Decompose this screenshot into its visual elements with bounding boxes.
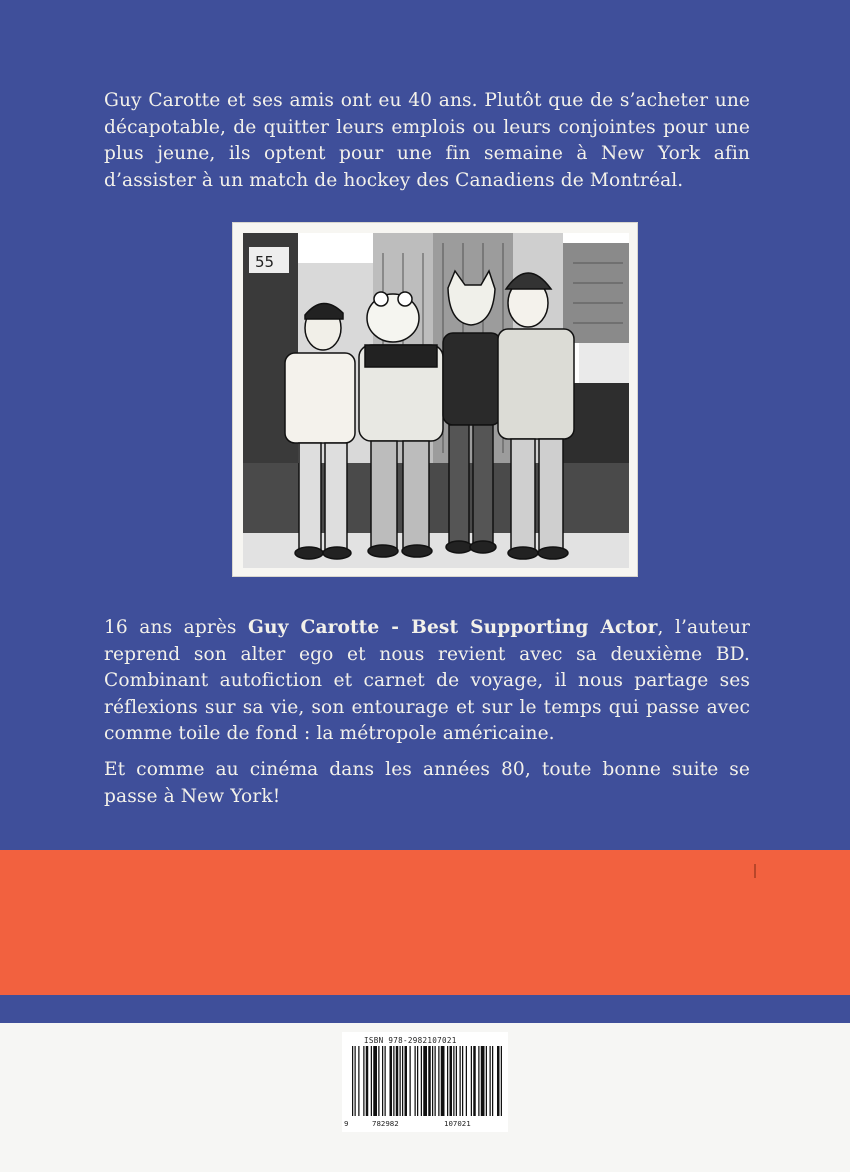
barcode-bar	[410, 1046, 411, 1116]
barcode-bar	[396, 1046, 399, 1116]
barcode-bar	[501, 1046, 502, 1116]
barcode-bars	[342, 1046, 508, 1120]
barcode-bar	[417, 1046, 418, 1116]
illustration-frame	[232, 222, 638, 577]
barcode-bar	[441, 1046, 445, 1116]
barcode-bar	[438, 1046, 439, 1116]
barcode-bar	[466, 1046, 467, 1116]
barcode-bar	[460, 1046, 461, 1116]
barcode-bar	[462, 1046, 463, 1116]
barcode-digits-right: 107021	[444, 1119, 471, 1128]
barcode-bar	[352, 1046, 353, 1116]
barcode-bar	[497, 1046, 500, 1116]
description-body: , l’auteur reprend son alter ego et nous revient avec sa deuxième BD. Combinant autofiction et carnet de voyage, il nous partage ses réflexions sur sa vie, son entourage et sur le temps qui passe avec comme toile de fond : la métropole américaine.	[104, 617, 751, 745]
isbn-barcode	[342, 1032, 508, 1132]
friends-street-illustration	[243, 233, 629, 568]
barcode-bar	[363, 1046, 364, 1116]
barcode-bar	[385, 1046, 386, 1116]
description-paragraph	[104, 615, 750, 748]
barcode-digit-lead: 9	[344, 1119, 349, 1128]
barcode-bar	[393, 1046, 394, 1116]
barcode-bar	[373, 1046, 377, 1116]
barcode-bar	[358, 1046, 359, 1116]
barcode-bar	[371, 1046, 372, 1116]
barcode-bar	[478, 1046, 479, 1116]
barcode-bar	[456, 1046, 457, 1116]
barcode-bar	[453, 1046, 454, 1116]
intro-paragraph: Guy Carotte et ses amis ont eu 40 ans. Plutôt que de s’acheter une décapotable, de quitter leurs emplois ou leurs conjointes pour une plus jeune, ils optent pour une fin semaine à New York afin d’assister à un match de hockey des Canadiens de Montréal.	[104, 90, 750, 191]
blue-strip	[0, 995, 850, 1023]
orange-band	[0, 850, 850, 995]
barcode-bar	[390, 1046, 393, 1116]
isbn-label: ISBN 978-2982107021	[364, 1036, 457, 1045]
barcode-bar	[366, 1046, 369, 1116]
barcode-bar	[450, 1046, 453, 1116]
barcode-bar	[473, 1046, 476, 1116]
barcode-bar	[421, 1046, 422, 1116]
description-lead: 16 ans après	[104, 617, 249, 638]
barcode-bar	[405, 1046, 408, 1116]
barcode-bar	[428, 1046, 431, 1116]
closing-paragraph: Et comme au cinéma dans les années 80, toute bonne suite se passe à New York!	[104, 759, 750, 807]
barcode-bar	[378, 1046, 379, 1116]
barcode-digits-left: 782982	[372, 1119, 399, 1128]
barcode-bar	[435, 1046, 436, 1116]
barcode-bar	[423, 1046, 427, 1116]
barcode-bar	[490, 1046, 491, 1116]
barcode-bar	[471, 1046, 472, 1116]
barcode-bar	[382, 1046, 383, 1116]
barcode-bar	[447, 1046, 448, 1116]
previous-book-title: Guy Carotte - Best Supporting Actor	[248, 617, 658, 638]
barcode-bar	[415, 1046, 416, 1116]
barcode-bar	[400, 1046, 401, 1116]
band-mark	[754, 864, 756, 878]
barcode-bar	[355, 1046, 356, 1116]
sign-number: 55	[255, 253, 275, 271]
barcode-bar	[402, 1046, 403, 1116]
barcode-bar	[492, 1046, 493, 1116]
barcode-bar	[481, 1046, 485, 1116]
barcode-bar	[486, 1046, 487, 1116]
barcode-bar	[432, 1046, 433, 1116]
